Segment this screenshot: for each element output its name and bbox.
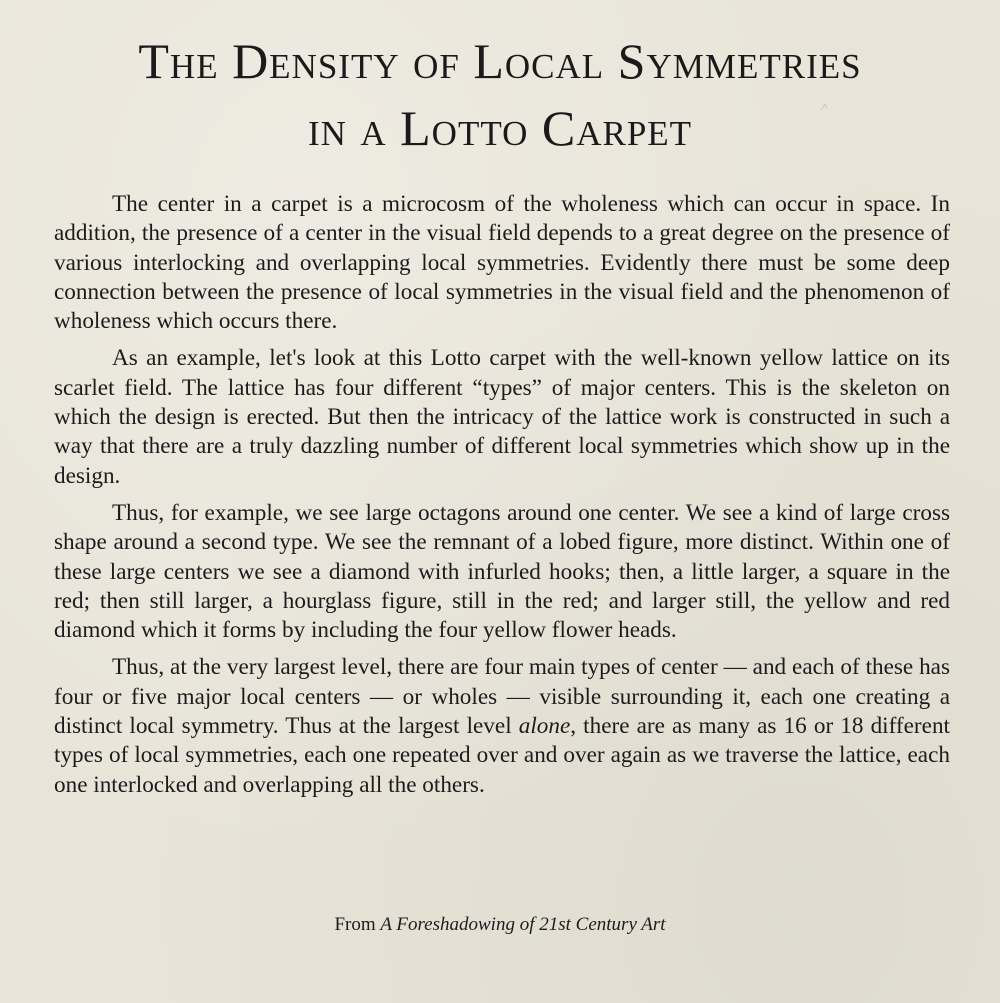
paragraph-4-emphasis: alone (518, 713, 571, 740)
body-text (54, 190, 950, 808)
paragraph-4-after: , there are as many as 16 or 18 different types of local symmetries, each one repeated over and over again as we traverse the lattice, each one interlocked and overlapping all the others. (54, 713, 950, 798)
paragraph-4 (54, 653, 950, 799)
title-line-1: The Density of Local Symmetries (138, 33, 862, 89)
credit-source: A Foreshadowing of 21st Century Art (380, 914, 666, 935)
credit-prefix: From (334, 914, 381, 935)
paragraph-3: Thus, for example, we see large octagons around one center. We see a kind of large cross shape around a second type. We see the remnant of a lobed figure, more distinct. Within one of these large centers we see a diamond with infurled hooks; then, a little larger, a square in the red; then still larger, a hourglass figure, still in the red; and larger still, the yellow and red diamond which it forms by including the four yellow flower heads. (54, 499, 950, 644)
source-credit (0, 914, 1000, 936)
paragraph-1: The center in a carpet is a microcosm of the wholeness which can occur in space. In addition, the presence of a center in the visual field depends to a great degree on the presence of various interlocking and overlapping local symmetries. Evidently there must be some deep connection between the presence of local symmetries in the visual field and the phenomenon of wholeness which occurs there. (54, 191, 950, 335)
title-line-2: in a Lotto Carpet (307, 100, 693, 156)
paragraph-4-before: Thus, at the very largest level, there are four main types of center — and each of these has four or five major local centers — or wholes — visible surrounding it, each one creating a distinct local symmetry. Thus at the largest level (54, 654, 950, 740)
paragraph-2: As an example, let's look at this Lotto carpet with the well-known yellow lattice on its scarlet field. The lattice has four different “types” of major centers. This is the skeleton on which the design is erected. But then the intricacy of the lattice work is constructed in such a way that there are a truly dazzling number of different local symmetries which show up in the design. (54, 345, 950, 489)
stray-mark-icon (818, 100, 832, 114)
